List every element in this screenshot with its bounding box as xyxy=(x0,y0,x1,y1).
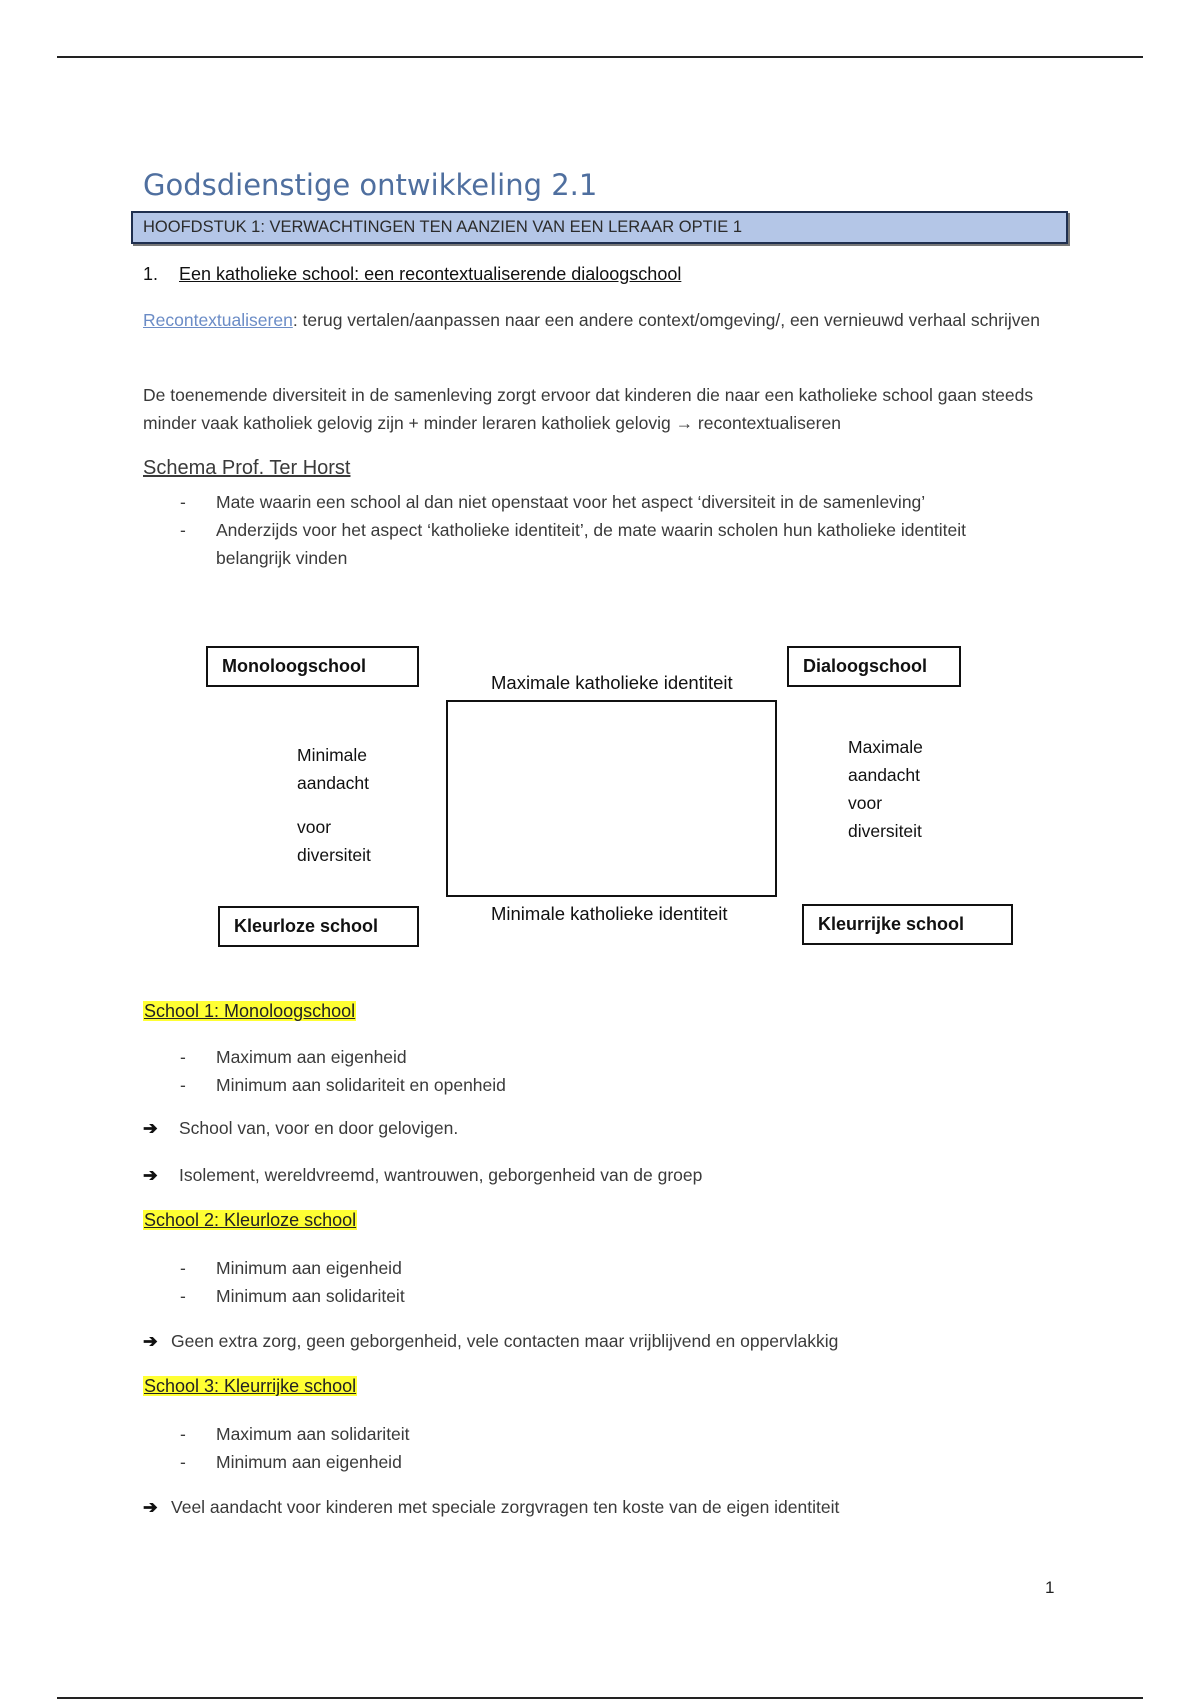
list-item: - Minimum aan solidariteit en openheid xyxy=(143,1071,1043,1099)
school3-list xyxy=(143,1420,1043,1476)
list-item: - Mate waarin een school al dan niet openstaat voor het aspect ‘diversiteit in de samenleving’ xyxy=(143,488,1043,516)
page-number: 1 xyxy=(1045,1578,1055,1597)
schema-square xyxy=(446,700,777,897)
footer-rule xyxy=(57,1697,1143,1699)
diversity-paragraph: De toenemende diversiteit in de samenleving zorgt ervoor dat kinderen die naar een katholieke school gaan steeds minder vaak katholiek gelovig zijn + minder leraren katholiek gelovig → recontextualiseren xyxy=(143,385,1034,433)
school3-heading: School 3: Kleurrijke school xyxy=(144,1376,357,1396)
definition-text: : terug vertalen/aanpassen naar een andere context/omgeving/, een vernieuwd verhaal schrijven xyxy=(292,310,1040,330)
arrow-icon: ➔ xyxy=(143,1497,158,1517)
max-identity-label: Maximale katholieke identiteit xyxy=(491,672,733,693)
school2-conclusion: ➔ Geen extra zorg, geen geborgenheid, vele contacten maar vrijblijvend en oppervlakkig xyxy=(143,1331,839,1351)
schema-list xyxy=(143,488,1043,572)
kleurrijke-school-box: Kleurrijke school xyxy=(802,904,1013,945)
school2-list xyxy=(143,1254,1043,1310)
school1-list xyxy=(143,1043,1043,1099)
max-diversity-label: Maximale aandacht voor diversiteit xyxy=(848,737,923,841)
min-identity-label: Minimale katholieke identiteit xyxy=(491,903,728,924)
page-title: Godsdienstige ontwikkeling 2.1 xyxy=(143,168,598,202)
arrow-icon: ➔ xyxy=(143,1165,158,1185)
section-title: Een katholieke school: een recontextualiserende dialoogschool xyxy=(179,264,682,284)
school1-conclusion-2: ➔ Isolement, wereldvreemd, wantrouwen, geborgenheid van de groep xyxy=(143,1165,703,1185)
list-item: - Anderzijds voor het aspect ‘katholieke identiteit’, de mate waarin scholen hun katholieke identiteit belangrijk vinden xyxy=(143,516,1043,572)
school2-heading: School 2: Kleurloze school xyxy=(144,1210,357,1230)
schema-heading: Schema Prof. Ter Horst xyxy=(143,457,351,479)
section-heading xyxy=(143,264,681,285)
dialoogschool-box: Dialoogschool xyxy=(787,646,961,687)
list-item: - Maximum aan eigenheid xyxy=(143,1043,1043,1071)
chapter-heading: HOOFDSTUK 1: VERWACHTINGEN TEN AANZIEN VAN EEN LERAAR OPTIE 1 xyxy=(131,211,1068,244)
kleurloze-school-box: Kleurloze school xyxy=(218,906,419,947)
school1-conclusion-1: ➔ School van, voor en door gelovigen. xyxy=(143,1118,459,1138)
list-item: - Minimum aan eigenheid xyxy=(143,1254,1043,1282)
definition-term-link[interactable]: Recontextualiseren xyxy=(143,310,293,330)
arrow-icon: ➔ xyxy=(143,1118,158,1138)
definition-paragraph xyxy=(143,306,1073,334)
monoloogschool-box: Monoloogschool xyxy=(206,646,419,687)
list-item: - Maximum aan solidariteit xyxy=(143,1420,1043,1448)
list-item: - Minimum aan solidariteit xyxy=(143,1282,1043,1310)
min-diversity-label: Minimale aandacht voor diversiteit xyxy=(297,745,371,865)
list-item: - Minimum aan eigenheid xyxy=(143,1448,1043,1476)
header-rule xyxy=(57,56,1143,58)
section-number: 1. xyxy=(143,264,159,284)
school1-heading: School 1: Monoloogschool xyxy=(144,1001,356,1021)
school3-conclusion: ➔ Veel aandacht voor kinderen met speciale zorgvragen ten koste van de eigen identiteit xyxy=(143,1497,840,1517)
arrow-icon: ➔ xyxy=(143,1331,158,1351)
